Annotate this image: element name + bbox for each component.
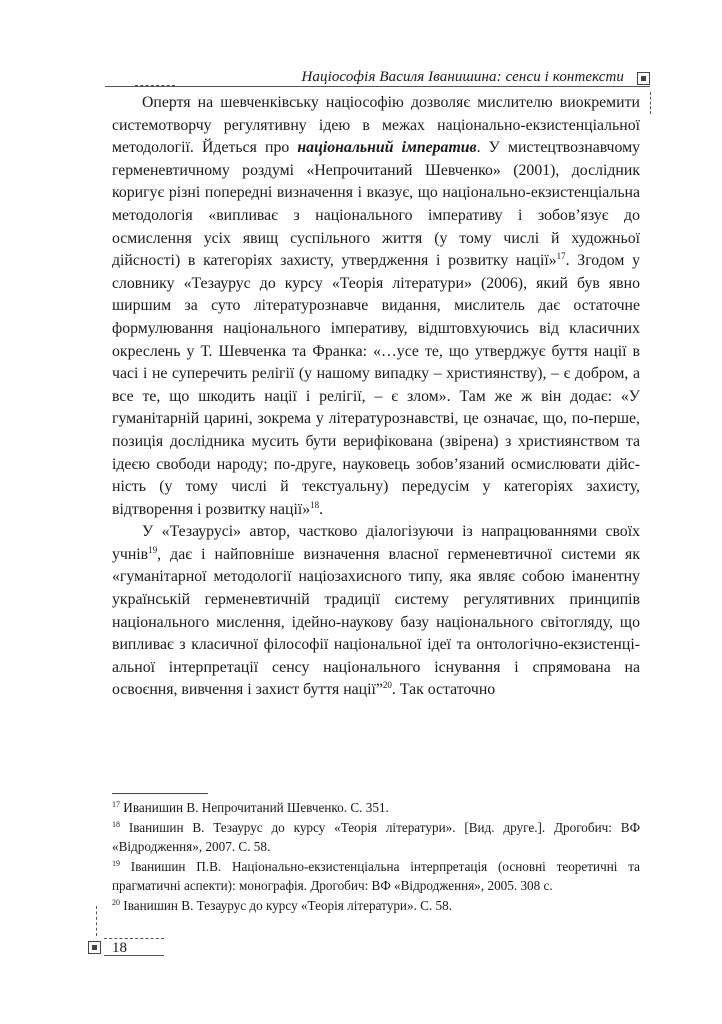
footnote-ref-18[interactable]: 18 [310,499,320,510]
emphasis-term: національний імператив [297,139,477,157]
square-bullet-icon [637,72,650,85]
paragraph-1-text: . У мистецтвознавчому герменевтичному роздумі «Непрочитаний Шевченко» (2001), дослідник коригує різні попередні визначення і вказує, що національно-екзистенціальна методологія «випливає з національного імперативу і зобов’язує до осмислення усіх явищ суспільного життя (у тому числі й художньої дійсності) в категоріях захисту, утвердження і розвитку нації» [112,139,640,270]
paragraph-2 [112,521,640,702]
footnote-number: 20 [112,897,120,907]
page-number: 18 [112,940,127,956]
footer-dash-decoration [104,938,164,939]
footer-vertical-dash [96,906,97,936]
footnote-number: 18 [112,819,120,829]
footnote-separator [112,793,208,794]
paragraph-1-text: . [319,500,324,518]
running-header [105,66,650,90]
paragraph-1-text: Опертя на шевченківську націософію дозволяє мислителю виокремити системотворчу регулятивну ідею в межах національно-екзистенціальної методології. Йдеться про [112,94,640,157]
footnote [112,896,640,916]
paragraph-1 [112,92,640,521]
paragraph-2-text: У «Тезаурусі» автор, частково діалогізуючи із напрацюваннями своїх учнів [112,523,640,563]
footnote-text: Іванишин В. Тезаурус до курсу «Теорія літератури». [Вид. друге.]. Дрогобич: ВФ «Відродження», 2007. С. 58. [112,819,640,854]
running-title: Націософія Василя Іванишина: сенси і контексти [301,69,624,85]
square-bullet-icon [88,941,101,954]
footnote-text: Іванишин П.В. Національно-екзистенціальна інтерпретація (основні теоретичні та прагматичні аспекти): монографія. Дрогобич: ВФ «Відродження», 2005. 308 с. [112,858,640,893]
header-rule [105,86,650,87]
paragraph-1-text: . Згодом у словнику «Тезаурус до курсу «Теорія літератури» (2006), який був явно ширшим за суто літературознавче видання, мислитель дає остаточне формулювання національного імперативу, відштовхуючись від класичних окреслень у Т. Шевченка та Франка: «…усе те, що утверджує буття нації в часі і не суперечить релігії (у нашому випадку – християнству), – є добром, а все те, що шкодить нації і релігії, – є злом». Там же ж він додає: «У гуманітарній царині, зокрема у літературознавстві, це означає, що, по-перше, позиція дослідника мусить бути верифікована (звірена) з християнством та ідеєю свободи народу; по-друге, науковець зобов’язаний осмислювати дійсність (у тому числі й текстуальну) передусім у категоріях захисту, відтворення і розвитку нації» [112,252,640,518]
footnote-ref-20[interactable]: 20 [382,680,392,691]
footnote [112,857,640,896]
footnote [112,818,640,857]
footnote-text: Іванишин В. Тезаурус до курсу «Теорія літератури». С. 58. [120,897,453,913]
footnote-ref-17[interactable]: 17 [556,251,566,262]
paragraph-2-text: , дає і найповніше визначення власної герменевтичної системи як «гуманітарної методології націозахисного типу, яка являє собою іманентну українській герменевтичній традиції систему регулятивних принципів національного мислення, ідейно-наукову базу національного світогляду, що випливає з класичної філософії національної ідеї та онтологічно-екзистенціальної інтерпретації сенсу національного існування і спрямована на освоєння, вивчення і захист буття нації” [112,545,640,699]
footnote-number: 19 [112,858,120,868]
main-text [112,92,640,702]
footnote [112,798,640,818]
footnotes [112,798,640,915]
paragraph-2-text: . Так остаточно [391,681,496,699]
footnote-text: Иванишин В. Непрочитаний Шевченко. С. 351. [120,800,389,815]
header-vertical-dash [650,92,651,114]
footnote-ref-19[interactable]: 19 [148,544,158,555]
footnote-number: 17 [112,800,120,809]
